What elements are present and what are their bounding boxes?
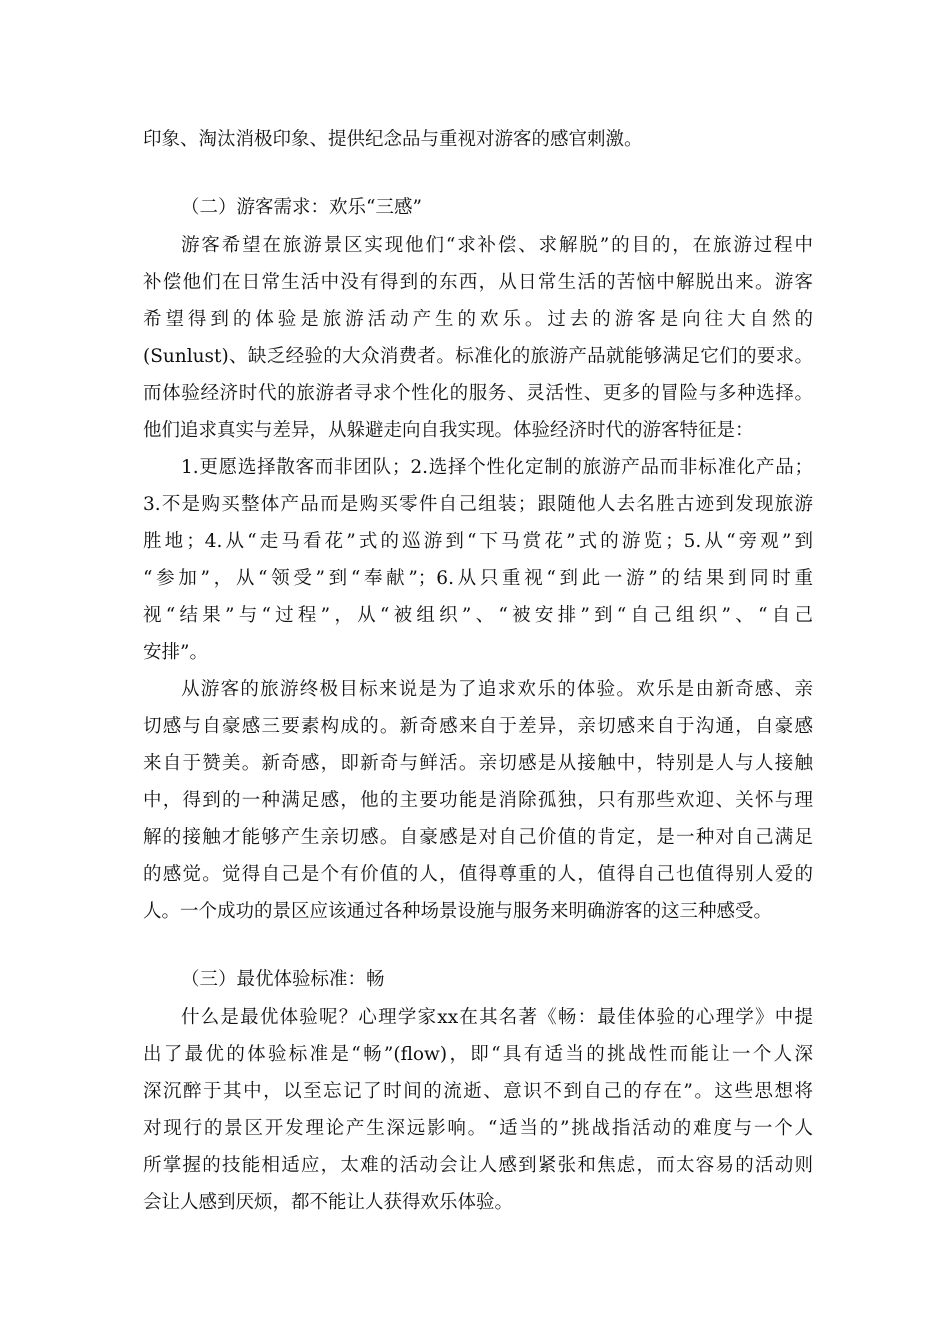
text-line: 3.不是购买整体产品而是购买零件自己组装；跟随他人去名胜古迹到发现旅游 (143, 494, 813, 515)
text-line: 所掌握的技能相适应，太难的活动会让人感到紧张和焦虑，而太容易的活动则 (143, 1155, 813, 1176)
text-line: 中，得到的一种满足感，他的主要功能是消除孤独，只有那些欢迎、关怀与理 (143, 790, 813, 811)
text-line: 出了最优的体验标准是“畅”(flow)，即“具有适当的挑战性而能让一个人深 (143, 1044, 813, 1065)
text-line: 安排”。 (143, 642, 208, 663)
text-line: 对现行的景区开发理论产生深远影响。“适当的”挑战指活动的难度与一个人 (143, 1118, 813, 1139)
text-line: 视“结果”与“过程”，从“被组织”、“被安排”到“自己组织”、“自己 (143, 605, 813, 626)
text-line: 胜地；4.从“走马看花”式的巡游到“下马赏花”式的游览；5.从“旁观”到 (143, 531, 813, 552)
section-heading: （三）最优体验标准：畅 (181, 969, 385, 990)
text-line: 他们追求真实与差异，从躲避走向自我实现。体验经济时代的游客特征是： (143, 420, 754, 441)
text-line: 什么是最优体验呢？心理学家xx在其名著《畅：最佳体验的心理学》中提 (181, 1007, 813, 1028)
text-line: 来自于赞美。新奇感，即新奇与鲜活。亲切感是从接触中，特别是人与人接触 (143, 753, 813, 774)
text-line: 人。一个成功的景区应该通过各种场景设施与服务来明确游客的这三种感受。 (143, 901, 773, 922)
text-line: 从游客的旅游终极目标来说是为了追求欢乐的体验。欢乐是由新奇感、亲 (181, 679, 813, 700)
text-line: 希望得到的体验是旅游活动产生的欢乐。过去的游客是向往大自然的 (143, 309, 813, 330)
text-line: 深沉醉于其中，以至忘记了时间的流逝、意识不到自己的存在”。这些思想将 (143, 1081, 813, 1102)
text-line: 切感与自豪感三要素构成的。新奇感来自于差异，亲切感来自于沟通，自豪感 (143, 716, 813, 737)
text-line: 解的接触才能够产生亲切感。自豪感是对自己价值的肯定，是一种对自己满足 (143, 827, 813, 848)
text-line: 1.更愿选择散客而非团队；2.选择个性化定制的旅游产品而非标准化产品； (181, 457, 813, 478)
text-line: 游客希望在旅游景区实现他们“求补偿、求解脱”的目的，在旅游过程中 (181, 235, 813, 256)
text-line: 会让人感到厌烦，都不能让人获得欢乐体验。 (143, 1192, 514, 1213)
text-line: 补偿他们在日常生活中没有得到的东西，从日常生活的苦恼中解脱出来。游客 (143, 272, 813, 293)
section-heading: （二）游客需求：欢乐“三感” (181, 197, 422, 218)
text-line: 的感觉。觉得自己是个有价值的人，值得尊重的人，值得自己也值得别人爱的 (143, 864, 813, 885)
text-line: 印象、淘汰消极印象、提供纪念品与重视对游客的感官刺激。 (143, 129, 643, 150)
text-line: (Sunlust)、缺乏经验的大众消费者。标准化的旅游产品就能够满足它们的要求。 (143, 346, 813, 367)
text-line: “参加”，从“领受”到“奉献”；6.从只重视“到此一游”的结果到同时重 (143, 568, 813, 589)
text-line: 而体验经济时代的旅游者寻求个性化的服务、灵活性、更多的冒险与多种选择。 (143, 383, 813, 404)
